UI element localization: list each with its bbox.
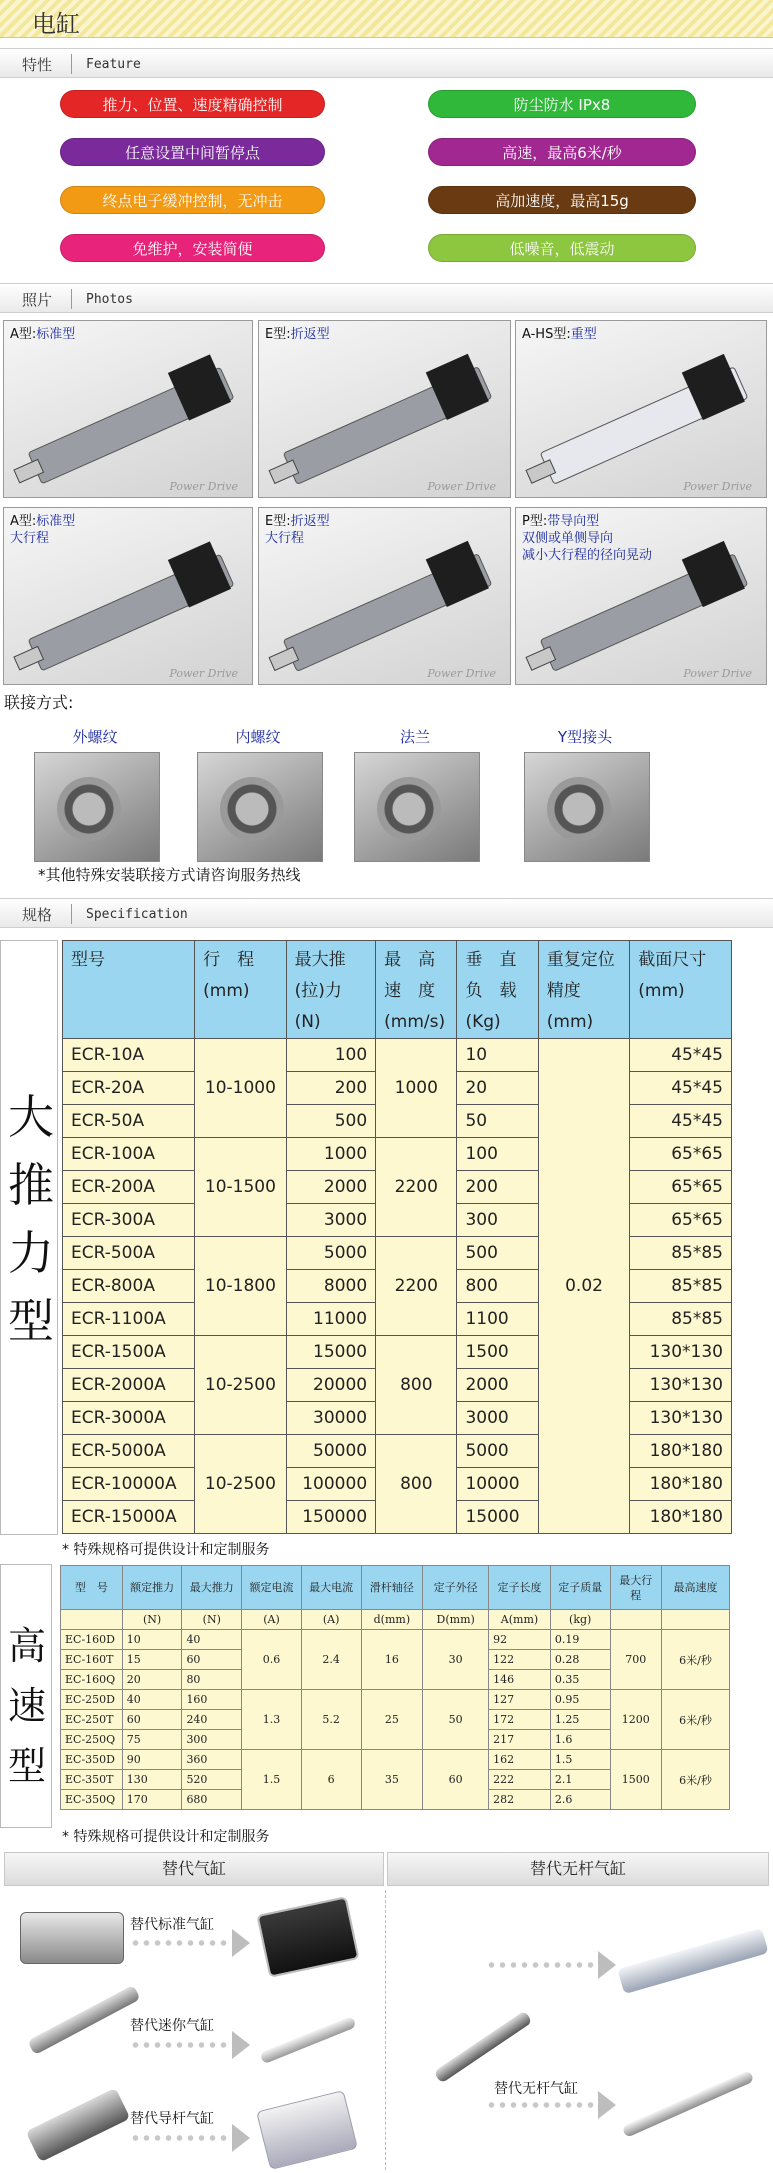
max-speed-cell: 6米/秒 <box>662 1690 730 1750</box>
connection-type-label: 内螺纹 <box>235 728 281 746</box>
title-banner <box>0 0 773 38</box>
photo-subtitle: 减小大行程的径向晃动 <box>522 548 653 563</box>
rated-thrust-cell: 75 <box>122 1730 182 1750</box>
section-cell: 65*65 <box>630 1138 732 1171</box>
model-cell: EC-160D <box>61 1630 123 1650</box>
actuator-illustration <box>259 321 511 498</box>
max-thrust-cell: 160 <box>182 1690 242 1710</box>
unit-cell: (kg) <box>550 1610 610 1630</box>
product-photo <box>258 507 511 685</box>
dots-connector <box>130 2135 230 2141</box>
col-header: 定子质量 <box>550 1566 610 1610</box>
load-cell: 10 <box>457 1039 538 1072</box>
max-thrust-cell: 60 <box>182 1650 242 1670</box>
section-cell: 65*65 <box>630 1171 732 1204</box>
feature-pill: 推力、位置、速度精确控制 <box>60 90 325 118</box>
connection-type-image <box>354 752 480 862</box>
watermark: Power Drive <box>683 480 752 493</box>
watermark: Power Drive <box>169 480 238 493</box>
table-row <box>61 1630 730 1650</box>
load-cell: 500 <box>457 1237 538 1270</box>
page-title: 电缸 <box>32 10 80 38</box>
rated-thrust-cell: 60 <box>122 1710 182 1730</box>
model-cell: EC-250Q <box>61 1730 123 1750</box>
photo-name: 重型 <box>570 327 597 342</box>
col-header <box>286 941 375 1039</box>
group-cell: 6 <box>301 1750 361 1810</box>
load-cell: 50 <box>457 1105 538 1138</box>
guided-electric-cylinder-image <box>26 2088 131 2162</box>
stator-mass-cell: 0.35 <box>550 1670 610 1690</box>
section-cell: 45*45 <box>630 1072 732 1105</box>
actuator-illustration <box>516 321 767 498</box>
col-header <box>376 941 457 1039</box>
col-header <box>457 941 538 1039</box>
connection-type-image <box>197 752 323 862</box>
group-cell: 35 <box>361 1750 423 1810</box>
accuracy-cell: 0.02 <box>538 1039 630 1534</box>
photo-caption <box>10 326 75 343</box>
photo-caption <box>522 513 652 564</box>
unit-cell: (N) <box>122 1610 182 1630</box>
connection-type-image <box>524 752 650 862</box>
group-cell: 60 <box>423 1750 489 1810</box>
table-row <box>63 1039 732 1072</box>
rated-thrust-cell: 15 <box>122 1650 182 1670</box>
group-cell: 50 <box>423 1690 489 1750</box>
force-cell: 1000 <box>286 1138 375 1171</box>
load-cell: 300 <box>457 1204 538 1237</box>
standard-pneumatic-cylinder-image <box>256 1896 359 1978</box>
feature-pill: 终点电子缓冲控制，无冲击 <box>60 186 325 214</box>
photo-subtitle: 大行程 <box>10 531 50 546</box>
rated-thrust-cell: 90 <box>122 1750 182 1770</box>
model-cell: ECR-100A <box>63 1138 195 1171</box>
photo-type: A型: <box>10 327 37 342</box>
product-photo <box>258 320 511 498</box>
feature-pill: 任意设置中间暂停点 <box>60 138 325 166</box>
divider <box>385 1890 386 2170</box>
speed-cell: 2200 <box>376 1138 457 1237</box>
col-header-text: 垂 直负 载(Kg) <box>465 950 517 1032</box>
model-cell: EC-350Q <box>61 1790 123 1810</box>
model-cell: ECR-3000A <box>63 1402 195 1435</box>
section-cell: 45*45 <box>630 1039 732 1072</box>
col-header-text: 最大推(拉)力(N) <box>294 950 346 1032</box>
load-cell: 1500 <box>457 1336 538 1369</box>
max-thrust-cell: 680 <box>182 1790 242 1810</box>
stroke-cell: 10-1500 <box>195 1138 287 1237</box>
photo-type: E型: <box>265 514 291 529</box>
max-thrust-cell: 40 <box>182 1630 242 1650</box>
group-cell: 5.2 <box>301 1690 361 1750</box>
spec-heading-en: Specification <box>86 907 188 922</box>
load-cell: 15000 <box>457 1501 538 1534</box>
col-header: 最高速度 <box>662 1566 730 1610</box>
replace-label: 替代导杆气缸 <box>130 2111 214 2127</box>
product-photo <box>515 320 767 498</box>
stroke-cell: 10-1800 <box>195 1237 287 1336</box>
col-header <box>630 941 732 1039</box>
photo-caption <box>265 326 330 343</box>
stator-length-cell: 172 <box>489 1710 551 1730</box>
replace-cylinder-heading: 替代气缸 <box>4 1852 384 1886</box>
force-cell: 30000 <box>286 1402 375 1435</box>
side-char: 速 <box>7 1684 46 1728</box>
photos-heading-en: Photos <box>86 292 133 307</box>
section-cell: 85*85 <box>630 1303 732 1336</box>
photos-heading-zh: 照片 <box>22 291 53 309</box>
rated-thrust-cell: 170 <box>122 1790 182 1810</box>
photo-caption <box>265 513 330 547</box>
max-thrust-cell: 300 <box>182 1730 242 1750</box>
col-header: 型号 <box>63 941 195 1039</box>
actuator-illustration <box>4 321 253 498</box>
max-thrust-cell: 520 <box>182 1770 242 1790</box>
side-char: 高 <box>7 1624 46 1668</box>
spec-heading-zh: 规格 <box>22 906 53 924</box>
max-thrust-cell: 80 <box>182 1670 242 1690</box>
model-cell: EC-160Q <box>61 1670 123 1690</box>
replace-rodless-heading: 替代无杆气缸 <box>387 1852 769 1886</box>
model-cell: ECR-50A <box>63 1105 195 1138</box>
group-cell: 30 <box>423 1630 489 1690</box>
section-cell: 65*65 <box>630 1204 732 1237</box>
unit-cell: (A) <box>301 1610 361 1630</box>
dots-connector <box>486 2102 596 2108</box>
arrow-right-icon <box>232 2031 250 2059</box>
stator-mass-cell: 0.28 <box>550 1650 610 1670</box>
section-cell: 180*180 <box>630 1501 732 1534</box>
load-cell: 20 <box>457 1072 538 1105</box>
col-header: 最大电流 <box>301 1566 361 1610</box>
photo-type: P型: <box>522 514 548 529</box>
watermark: Power Drive <box>169 667 238 680</box>
unit-cell <box>610 1610 661 1630</box>
unit-cell <box>662 1610 730 1630</box>
col-header-text: 行 程(mm) <box>203 950 255 1001</box>
col-header-text: 截面尺寸(mm) <box>638 950 707 1001</box>
model-cell: ECR-300A <box>63 1204 195 1237</box>
watermark: Power Drive <box>427 480 496 493</box>
force-cell: 20000 <box>286 1369 375 1402</box>
model-cell: ECR-20A <box>63 1072 195 1105</box>
table-row <box>63 1138 732 1171</box>
group-cell: 2.4 <box>301 1630 361 1690</box>
stroke-cell: 10-2500 <box>195 1336 287 1435</box>
unit-cell: (N) <box>182 1610 242 1630</box>
model-cell: ECR-10000A <box>63 1468 195 1501</box>
feature-pill: 高加速度，最高15g <box>428 186 696 214</box>
dots-connector <box>130 1940 230 1946</box>
model-cell: EC-350D <box>61 1750 123 1770</box>
model-cell: ECR-5000A <box>63 1435 195 1468</box>
max-thrust-cell: 360 <box>182 1750 242 1770</box>
photo-subtitle: 双侧或单侧导向 <box>522 531 614 546</box>
speed-cell: 800 <box>376 1336 457 1435</box>
load-cell: 1100 <box>457 1303 538 1336</box>
section-cell: 85*85 <box>630 1270 732 1303</box>
rod-end-icon <box>220 777 284 841</box>
stator-mass-cell: 2.6 <box>550 1790 610 1810</box>
col-header: 最大行程 <box>610 1566 661 1610</box>
watermark: Power Drive <box>427 667 496 680</box>
force-cell: 500 <box>286 1105 375 1138</box>
load-cell: 200 <box>457 1171 538 1204</box>
model-cell: ECR-800A <box>63 1270 195 1303</box>
divider <box>71 904 72 924</box>
force-cell: 50000 <box>286 1435 375 1468</box>
product-photo <box>3 507 253 685</box>
stator-length-cell: 92 <box>489 1630 551 1650</box>
side-char: 型 <box>8 1294 54 1348</box>
max-thrust-cell: 240 <box>182 1710 242 1730</box>
rod-end-icon <box>547 777 611 841</box>
stator-mass-cell: 1.6 <box>550 1730 610 1750</box>
model-cell: EC-250D <box>61 1690 123 1710</box>
load-cell: 100 <box>457 1138 538 1171</box>
table-row <box>63 1435 732 1468</box>
rated-thrust-cell: 20 <box>122 1670 182 1690</box>
rated-thrust-cell: 130 <box>122 1770 182 1790</box>
linear-module-image <box>617 1928 768 1994</box>
high-speed-note: * 特殊规格可提供设计和定制服务 <box>62 1829 270 1845</box>
force-cell: 100000 <box>286 1468 375 1501</box>
col-header: 型 号 <box>61 1566 123 1610</box>
side-char: 力 <box>8 1226 54 1280</box>
force-cell: 8000 <box>286 1270 375 1303</box>
units-row <box>61 1610 730 1630</box>
feature-heading-zh: 特性 <box>22 56 53 74</box>
connection-type-label: 法兰 <box>399 728 430 746</box>
load-cell: 5000 <box>457 1435 538 1468</box>
max-stroke-cell: 1500 <box>610 1750 661 1810</box>
guided-pneumatic-cylinder-image <box>256 2090 358 2170</box>
feature-pill: 防尘防水 IPx8 <box>428 90 696 118</box>
model-cell: ECR-15000A <box>63 1501 195 1534</box>
force-cell: 3000 <box>286 1204 375 1237</box>
group-cell: 0.6 <box>242 1630 302 1690</box>
photo-subtitle: 大行程 <box>265 531 305 546</box>
model-cell: EC-250T <box>61 1710 123 1730</box>
photo-name: 带导向型 <box>547 514 600 529</box>
replace-label: 替代无杆气缸 <box>494 2081 578 2097</box>
section-cell: 180*180 <box>630 1468 732 1501</box>
side-char: 推 <box>8 1158 54 1212</box>
product-photo <box>515 507 767 685</box>
stator-mass-cell: 0.19 <box>550 1630 610 1650</box>
photo-name: 标准型 <box>36 514 76 529</box>
max-stroke-cell: 1200 <box>610 1690 661 1750</box>
section-cell: 130*130 <box>630 1336 732 1369</box>
unit-cell: D(mm) <box>423 1610 489 1630</box>
connection-type-image <box>34 752 160 862</box>
photo-type: A型: <box>10 514 37 529</box>
col-header: 最大推力 <box>182 1566 242 1610</box>
load-cell: 2000 <box>457 1369 538 1402</box>
model-cell: ECR-10A <box>63 1039 195 1072</box>
photo-name: 折返型 <box>290 514 330 529</box>
high-speed-spec-table <box>60 1565 730 1810</box>
col-header-text: 最 高速 度(mm/s) <box>384 950 446 1032</box>
stator-length-cell: 222 <box>489 1770 551 1790</box>
side-char: 型 <box>7 1744 46 1788</box>
photo-caption <box>10 513 75 547</box>
force-cell: 5000 <box>286 1237 375 1270</box>
side-char: 大 <box>8 1090 54 1144</box>
force-cell: 15000 <box>286 1336 375 1369</box>
speed-cell: 1000 <box>376 1039 457 1138</box>
stator-mass-cell: 1.25 <box>550 1710 610 1730</box>
photo-caption <box>522 326 597 343</box>
product-photo <box>3 320 253 498</box>
stator-mass-cell: 2.1 <box>550 1770 610 1790</box>
photo-name: 折返型 <box>290 327 330 342</box>
stator-length-cell: 122 <box>489 1650 551 1670</box>
dots-connector <box>130 2042 230 2048</box>
mini-pneumatic-cylinder-image <box>259 2016 356 2065</box>
group-cell: 1.3 <box>242 1690 302 1750</box>
arrow-right-icon <box>598 2091 616 2119</box>
electric-rod-image <box>27 1985 140 2055</box>
unit-cell: A(mm) <box>489 1610 551 1630</box>
spec-section-bar <box>0 898 773 928</box>
big-thrust-note: * 特殊规格可提供设计和定制服务 <box>62 1542 270 1558</box>
section-cell: 180*180 <box>630 1435 732 1468</box>
section-cell: 85*85 <box>630 1237 732 1270</box>
table-row <box>63 1336 732 1369</box>
connection-type-label: Y型接头 <box>557 728 613 746</box>
feature-pill: 免维护，安装简便 <box>60 234 325 262</box>
photo-type: E型: <box>265 327 291 342</box>
stroke-cell: 10-1000 <box>195 1039 287 1138</box>
stator-length-cell: 127 <box>489 1690 551 1710</box>
force-cell: 150000 <box>286 1501 375 1534</box>
model-cell: ECR-200A <box>63 1171 195 1204</box>
model-cell: ECR-1500A <box>63 1336 195 1369</box>
col-header: 滑杆轴径 <box>361 1566 423 1610</box>
rod-end-icon <box>57 777 121 841</box>
stroke-cell: 10-2500 <box>195 1435 287 1534</box>
unit-cell: d(mm) <box>361 1610 423 1630</box>
connection-type-label: 外螺纹 <box>72 728 118 746</box>
unit-cell: (A) <box>242 1610 302 1630</box>
force-cell: 2000 <box>286 1171 375 1204</box>
col-header <box>538 941 630 1039</box>
unit-cell <box>61 1610 123 1630</box>
arrow-right-icon <box>232 2124 250 2152</box>
group-cell: 1.5 <box>242 1750 302 1810</box>
model-cell: EC-350T <box>61 1770 123 1790</box>
section-cell: 130*130 <box>630 1402 732 1435</box>
photos-section-bar <box>0 283 773 313</box>
stator-length-cell: 282 <box>489 1790 551 1810</box>
dots-connector <box>486 1962 596 1968</box>
model-cell: ECR-500A <box>63 1237 195 1270</box>
group-cell: 16 <box>361 1630 423 1690</box>
rated-thrust-cell: 10 <box>122 1630 182 1650</box>
stator-length-cell: 162 <box>489 1750 551 1770</box>
connection-note: *其他特殊安装联接方式请咨询服务热线 <box>38 866 301 884</box>
force-cell: 11000 <box>286 1303 375 1336</box>
load-cell: 800 <box>457 1270 538 1303</box>
col-header-text: 重复定位精度(mm) <box>546 950 615 1032</box>
replace-label: 替代标准气缸 <box>130 1917 214 1933</box>
feature-heading-en: Feature <box>86 57 141 72</box>
model-cell: ECR-2000A <box>63 1369 195 1402</box>
force-cell: 200 <box>286 1072 375 1105</box>
max-stroke-cell: 700 <box>610 1630 661 1690</box>
col-header <box>195 941 287 1039</box>
col-header: 额定电流 <box>242 1566 302 1610</box>
section-cell: 45*45 <box>630 1105 732 1138</box>
electric-cylinder-image <box>20 1912 124 1964</box>
feature-section-bar <box>0 48 773 78</box>
table-row <box>61 1750 730 1770</box>
photo-name: 标准型 <box>36 327 76 342</box>
arrow-right-icon <box>598 1951 616 1979</box>
arrow-right-icon <box>232 1929 250 1957</box>
section-cell: 130*130 <box>630 1369 732 1402</box>
high-speed-side-label <box>0 1564 52 1828</box>
big-thrust-spec-table <box>62 940 732 1534</box>
rod-end-icon <box>377 777 441 841</box>
big-thrust-side-label <box>0 940 58 1535</box>
model-cell: ECR-1100A <box>63 1303 195 1336</box>
connection-title: 联接方式: <box>4 693 74 712</box>
rodless-pneumatic-cylinder-image <box>622 2070 755 2138</box>
max-speed-cell: 6米/秒 <box>662 1630 730 1690</box>
load-cell: 3000 <box>457 1402 538 1435</box>
stator-mass-cell: 1.5 <box>550 1750 610 1770</box>
watermark: Power Drive <box>683 667 752 680</box>
model-cell: EC-160T <box>61 1650 123 1670</box>
divider <box>71 289 72 309</box>
feature-pill: 低噪音，低震动 <box>428 234 696 262</box>
photo-type: A-HS型: <box>522 327 571 342</box>
group-cell: 25 <box>361 1690 423 1750</box>
speed-cell: 2200 <box>376 1237 457 1336</box>
table-row <box>61 1690 730 1710</box>
replace-label: 替代迷你气缸 <box>130 2018 214 2034</box>
stator-length-cell: 217 <box>489 1730 551 1750</box>
col-header: 定子长度 <box>489 1566 551 1610</box>
force-cell: 100 <box>286 1039 375 1072</box>
speed-cell: 800 <box>376 1435 457 1534</box>
col-header: 定子外径 <box>423 1566 489 1610</box>
stator-length-cell: 146 <box>489 1670 551 1690</box>
feature-pill: 高速，最高6米/秒 <box>428 138 696 166</box>
rated-thrust-cell: 40 <box>122 1690 182 1710</box>
table-row <box>63 1237 732 1270</box>
col-header: 额定推力 <box>122 1566 182 1610</box>
load-cell: 10000 <box>457 1468 538 1501</box>
rodless-electric-image <box>433 2010 532 2083</box>
divider <box>71 54 72 74</box>
stator-mass-cell: 0.95 <box>550 1690 610 1710</box>
max-speed-cell: 6米/秒 <box>662 1750 730 1810</box>
